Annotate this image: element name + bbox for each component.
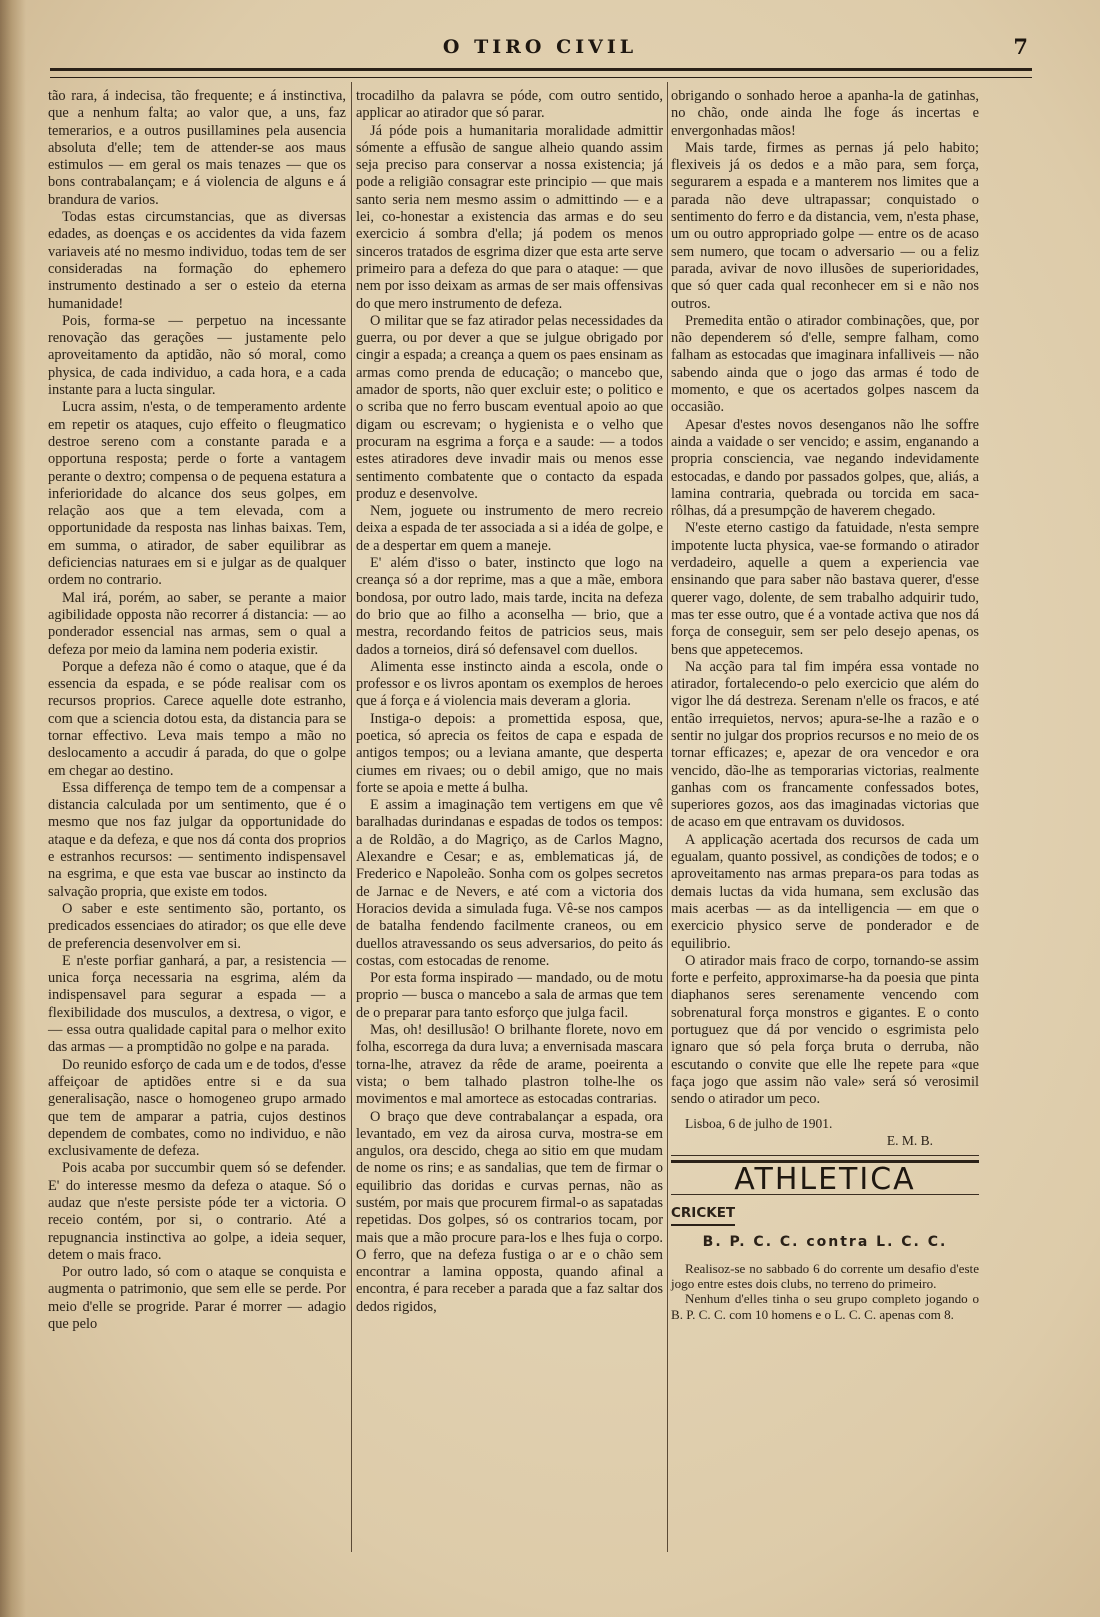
paragraph: E assim a imaginação tem vertigens em que vê baralhadas durindanas e espadas de todos os tempos: a de Roldão, a do Magriço, as de Carlos Magno, Alexandre e Cesar; e as, emblematicas já, de Frederico e Napoleão. Sonha com os golpes secretos de Jarnac e de Nevers, e até com a victoria dos Horacios devida a simulada fuga. Vê-se nos campos de batalha fendendo facilmente craneos, ou em duellos atravessando os seus adversarios, do peito ás costas, com estocadas de renome. xyxy=(356,797,663,969)
paragraph: trocadilho da palavra se póde, com outro sentido, applicar ao atirador que só parar. xyxy=(356,88,663,122)
page-spine-shadow xyxy=(0,0,26,1617)
paragraph: Lucra assim, n'esta, o de temperamento ardente em repetir os ataques, cujo effeito o fleugmatico destroe sereno com a constante parada e a opportuna resposta; perde o forte a vantagem perante o dextro; compensa o de pequena estatura a inferioridade do alcance dos seus golpes, em relação aos que a tem elevada, com a opportunidade da resposta nas linhas baixas. Tem, em summa, o atirador, de saber equilibrar as deficiencias naturaes em si e julgar as de qualquer ordem no contrario. xyxy=(48,399,346,589)
paragraph: Premedita então o atirador combinações, que, por não dependerem só d'elle, sempre falham, como falham as estocadas que imaginara infalliveis — não sabendo ainda que o jogo das armas é todo de momento, e que os acertados golpes nascem da occasião. xyxy=(671,312,979,416)
page-header xyxy=(50,30,1030,72)
article-author-initials: E. M. B. xyxy=(886,1132,933,1148)
paragraph: Por outro lado, só com o ataque se conquista e augmenta o patrimonio, que sem elle se perde. Por meio d'elle se progride. Parar é morrer — adagio que pelo xyxy=(48,1264,346,1333)
paragraph: tão rara, á indecisa, tão frequente; e á instinctiva, que a nenhum falta; ao valor que, a uns, faz temerarios, e a outros pusillamines pela ausencia absoluta d'elle; tem de attender-se aos maus estimulos — em geral os mais tenazes — que os bons contrabalançam; e á violencia de alguns e á brandura de varios. xyxy=(48,88,346,208)
paragraph: Mal irá, porém, ao saber, se perante a maior agibilidade opposta não recorrer á distancia: — ao ponderador essencial nas armas, sem o qual a defeza por meio da lamina nem poderia existir. xyxy=(48,589,346,658)
paragraph: Pois acaba por succumbir quem só se defender. E' do interesse mesmo da defeza o ataque. Só o audaz que n'este persiste póde ter a victoria. O receio contém, por si, o contrario. Até a repugnancia instinctiva ao golpe, a ideia sequer, detem o mais fraco. xyxy=(48,1160,346,1263)
paragraph: Mas, oh! desillusão! O brilhante florete, novo em folha, escorrega da dura luva; a envernisada mascara torna-lhe, atravez da rêde de arame, poeirenta a vista; o bem talhado plastron tolhe-lhe os movimentos e mal amortece as estocadas contrarias. xyxy=(356,1022,663,1108)
column-2 xyxy=(356,88,663,1316)
paragraph: Apesar d'estes novos desenganos não lhe soffre ainda a vaidade o ser vencido; e assim, enganando a propria consciencia, vae negando indevidamente estocadas, e dando por passados golpes, que, aliás, a lamina contraria, quebrada ou torcida em saca-rôlhas, dá a presumpção de haverem chegado. xyxy=(671,416,979,520)
column-3 xyxy=(671,88,979,1322)
paragraph: Alimenta esse instincto ainda a escola, onde o professor e os livros apontam os exemplos de heroes que á força e á violencia mais deveram a gloria. xyxy=(356,658,663,710)
section-rule-thin xyxy=(671,1155,979,1156)
paragraph: Porque a defeza não é como o ataque, que é da essencia da espada, e se póde realisar com os recursos proprios. Carece aquelle dote estranho, com que a sciencia dotou esta, da distancia para se tornar effectivo. Leva mais tempo a mão no deslocamento a accudir á parada, do que o golpe em chegar ao destino. xyxy=(48,658,346,779)
paragraph: O saber e este sentimento são, portanto, os predicados essenciaes do atirador; os que elle deve de preferencia desenvolver em si. xyxy=(48,900,346,952)
paragraph: O braço que deve contrabalançar a espada, ora levantado, em vez da airosa curva, mostra-se em angulos, ora descido, chega ao sitio em que mudam de nome os rins; e as sandalias, que tem de firmar o equilibrio das doridas e curvas pernas, não as sustém, por mais que procurem firmal-o as sapatadas repetidas. Dos golpes, só os contrarios tocam, por mais que a mão procure para-los e lhes fuja o corpo. O ferro, que na defeza fustiga o ar e o chão sem encontrar a lamina opposta, quando afinal a encontra, é para receber a parada que a faz saltar dos dedos rigidos, xyxy=(356,1108,663,1315)
paragraph: A applicação acertada dos recursos de cada um egualam, quanto possivel, as condições de todos; e o aproveitamento nas armas prepara-os para todas as demais luctas da vida humana, sem exclusão das mais acerbas — as da intelligencia — em que o exercicio physico serve de ponderador e de equilibrio. xyxy=(671,831,979,952)
paragraph: Já póde pois a humanitaria moralidade admittir sómente a effusão de sangue alheio quando assim seja preciso para conservar a nossa existencia; já pode a religião consagrar este principio — que mais santo seria nem mesmo assim o admittindo — e a lei, co-honestar a existencia das armas e do seu exercicio á sombra d'ella; já podem os menos sinceros tratados de esgrima dizer que esta arte serve primeiro para a defeza do que para o ataque: — que nem por isso deixam as armas de ser mais offensivas do que mero instrumento de defeza. xyxy=(356,122,663,312)
paragraph: Instiga-o depois: a promettida esposa, que, poetica, só aprecia os feitos de capa e espada de antigos tempos; ou a leviana amante, que desperta ciumes em rivaes; ou o debil amigo, que no mais forte se apoia e mette á bulha. xyxy=(356,710,663,796)
section-heading-athletica: ATHLETICA xyxy=(734,1162,916,1198)
paragraph: Na acção para tal fim impéra essa vontade no atirador, fortalecendo-o pelo exercicio que além do vigor lhe dá destreza. Serenam n'elle os fracos, e até então irrequietos, nervos; apura-se-lhe a razão e o sentir no julgar dos proprios recursos e no meio de os tornar efficazes; e, apezar de ora vencedor e ora vencido, dão-lhe as temporarias victorias, realmente ganhas com os francamente confessados botes, superiores gozos, aos das imaginadas victorias que de acaso em que entravam os duvidosos. xyxy=(671,658,979,831)
match-title: B. P. C. C. contra L. C. C. xyxy=(702,1233,948,1250)
header-rule xyxy=(50,68,1032,78)
paragraph: Todas estas circumstancias, que as diversas edades, as doenças e os accidentes da vida fazem variaveis até no mesmo individuo, todas tem de ser consideradas na formação do ephemero instrumento destinado a ser o esteio da eterna humanidade! xyxy=(48,209,346,312)
page-number: 7 xyxy=(1013,34,1028,59)
paragraph: N'este eterno castigo da fatuidade, n'esta sempre impotente lucta physica, vae-se formando o atirador verdadeiro, aquelle a quem a experiencia vae ensinando que para saber não bastava querer, d'esse querer vago, dolente, de sem trabalho adquirir tudo, mas ter esse outro, que é a vontade activa que nos dá força de conseguir, sem ser pelo desejo apenas, os bens que appetecemos. xyxy=(671,520,979,658)
paragraph: O atirador mais fraco de corpo, tornando-se assim forte e perfeito, approximarse-ha da poesia que pinta diaphanos seres serenamente vencendo com sobrenatural força monstros e gigantes. E o conto portuguez que dá por vencido o esgrimista pelo ignaro que só pela força bruta o derruba, não escutando o convite que elle lhe repete para «que faça jogo que assim não vale» será só verosimil sendo o atirador um peco. xyxy=(671,952,979,1108)
paragraph: Realisoz-se no sabbado 6 do corrente um desafio d'este jogo entre estes dois clubs, no terreno do primeiro. xyxy=(671,1261,979,1292)
paragraph: Por esta forma inspirado — mandado, ou de motu proprio — busca o mancebo a sala de armas que tem de o preparar para tanto esforço que julga facil. xyxy=(356,970,663,1021)
paragraph: Do reunido esforço de cada um e de todos, d'esse affeiçoar de aptidões entre si e da sua generalisação, nasce o homogeneo grupo armado que tem de amparar a patria, cujos destinos dependem de combates, como no individuo, e não exclusivamente de defeza. xyxy=(48,1056,346,1160)
paragraph: O militar que se faz atirador pelas necessidades da guerra, ou por dever a que se julgue obrigado por cingir a espada; a creança a quem os paes ensinam as armas como prenda de educação; o mancebo que, amador de sports, não quer excluir este; o politico e o scriba que no ferro buscam eventual apoio ao que digam ou escrevam; o hygienista e o velho que procuram na esgrima a força e a saude: — a todos estes atiradores deve invadir mais ou menos esse sentimento combatente que o contacto da espada produz e desenvolve. xyxy=(356,312,663,502)
column-divider-1 xyxy=(351,82,352,1552)
paragraph: Pois, forma-se — perpetuo na incessante renovação das gerações — justamente pelo aproveitamento da aptidão, não só moral, como physica, de cada individuo, a cada hora, e a cada instante para a lucta singular. xyxy=(48,312,346,399)
paragraph: Nenhum d'elles tinha o seu grupo completo jogando o B. P. C. C. com 10 homens e o L. C. C. apenas com 8. xyxy=(671,1291,979,1322)
paragraph: E' além d'isso o bater, instincto que logo na creança só a dor reprime, mas a que a mãe, embora bondosa, por outro lado, mais tarde, incita na defeza do brio que ao filho a aconselha — brio, que a mestra, recordando feitos de patricios seus, mais dados a torneios, dirá só defensavel com duellos. xyxy=(356,555,663,658)
paragraph: Nem, joguete ou instrumento de mero recreio deixa a espada de ter associada a si a idéa de golpe, e de a despertar em quem a maneje. xyxy=(356,503,663,554)
publication-title: O TIRO CIVIL xyxy=(442,36,638,58)
paragraph: Mais tarde, firmes as pernas já pelo habito; flexiveis já os dedos e a mão para, sem força, segurarem a espada e a manterem nos limites que a parada não deve ultrapassar; conquistado o sentimento do ferro e da distancia, vem, n'esta phase, um ou outro appropriado golpe — entre os de acaso sem numero, que tocam o adversario — ou a feliz parada, avivar de novo illusões de superioridades, que só quer cada qual reconhecer em si e não nos outros. xyxy=(671,139,979,312)
paragraph: E n'este porfiar ganhará, a par, a resistencia — unica força necessaria na esgrima, além da indispensavel para segurar a espada — a flexibilidade dos musculos, a dextresa, o vigor, e — essa outra qualidade capital para o melhor exito das armas — a promptidão no golpe e na parada. xyxy=(48,952,346,1056)
paragraph: obrigando o sonhado heroe a apanha-la de gatinhas, no chão, onde ainda lhe foge ás incertas e envergonhadas mãos! xyxy=(671,88,979,139)
column-1 xyxy=(48,88,346,1333)
cricket-report xyxy=(671,1261,979,1322)
paragraph: Essa differença de tempo tem de a compensar a distancia calculada por um sentimento, que é o mesmo que nos faz julgar da opportunidade do ataque e da defeza, e que nos dá conta dos proprios e estranhos recursos: — sentimento indispensavel na esgrima, e que esta vae buscar ao instincto da salvação propria, que existe em todos. xyxy=(48,779,346,900)
subsection-heading-cricket: CRICKET xyxy=(671,1205,735,1225)
column-divider-2 xyxy=(667,82,668,1552)
article-dateline: Lisboa, 6 de julho de 1901. xyxy=(685,1115,833,1131)
